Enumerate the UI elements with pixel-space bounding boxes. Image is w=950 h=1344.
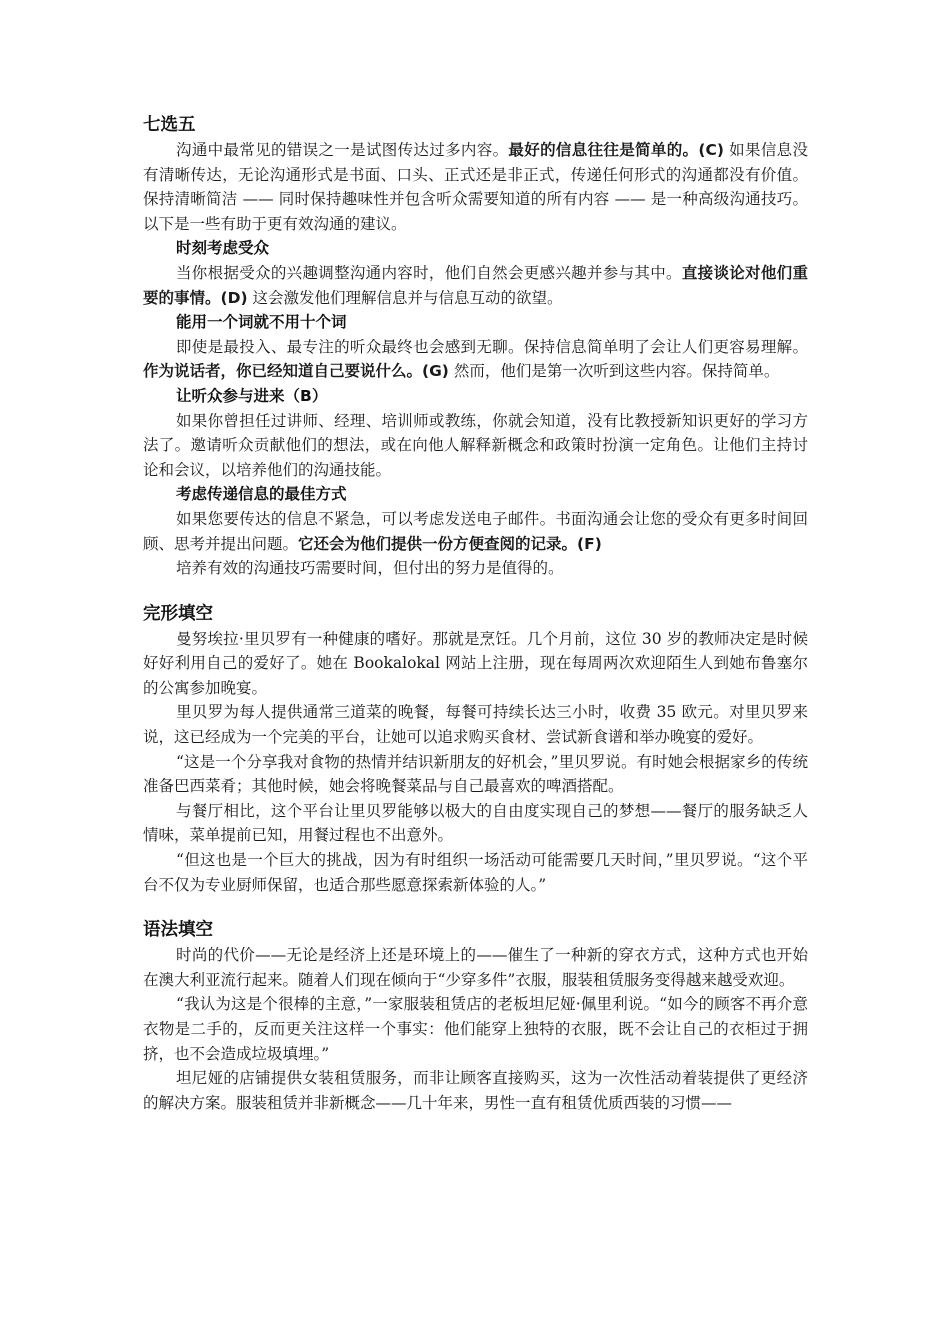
section-title-cloze: 完形填空 <box>143 603 213 624</box>
paragraph: 坦尼娅的店铺提供女装租赁服务，而非让顾客直接购买，这为一次性活动着装提供了更经济的解决方案。服装租赁并非新概念——几十年来，男性一直有租赁优质西装的习惯—— <box>143 1069 808 1112</box>
section-title-seven-choose-five: 七选五 <box>143 115 196 135</box>
subheading: 考虑传递信息的最佳方式 <box>176 485 347 504</box>
paragraph: 即使是最投入、最专注的听众最终也会感到无聊。保持信息简单明了会让人们更容易理解。作为说话者，你已经知道自己要说什么。(G) 然而，他们是第一次听到这些内容。保持简单。 <box>143 337 808 381</box>
paragraph: 沟通中最常见的错误之一是试图传达过多内容。最好的信息往往是简单的。(C) 如果信息没有清晰传达，无论沟通形式是书面、口头、正式还是非正式，传递任何形式的沟通都没有价值。保持清晰简洁 —— 同时保持趣味性并包含听众需要知道的所有内容 —— 是一种高级沟通技巧。以下是一些有助于更有效沟通的建议。 <box>143 141 808 233</box>
document-page <box>143 112 808 1115</box>
subheading: 时刻考虑受众 <box>176 239 270 258</box>
paragraph: 与餐厅相比，这个平台让里贝罗能够以极大的自由度实现自己的梦想——餐厅的服务缺乏人情味，菜单提前已知，用餐过程也不出意外。 <box>143 801 808 845</box>
answer-sentence: 直接谈论对他们重要的事情。(D) <box>143 263 808 307</box>
section-title-grammar-fill: 语法填空 <box>143 920 213 941</box>
subheading: 能用一个词就不用十个词 <box>176 313 347 332</box>
paragraph: 当你根据受众的兴趣调整沟通内容时，他们自然会更感兴趣并参与其中。直接谈论对他们重要的事情。(D) 这会激发他们理解信息并与信息互动的欲望。 <box>143 263 808 307</box>
paragraph: 如果你曾担任过讲师、经理、培训师或教练，你就会知道，没有比教授新知识更好的学习方法了。邀请听众贡献他们的想法，或在向他人解释新概念和政策时扮演一定角色。让他们主持讨论和会议，以培养他们的沟通技能。 <box>143 411 808 479</box>
paragraph: 曼努埃拉·里贝罗有一种健康的嗜好。那就是烹饪。几个月前，这位 30 岁的教师决定是时候好好利用自己的爱好了。她在 Bookalokal 网站上注册，现在每周两次欢迎陌生人到她布鲁塞尔的公寓参加晚宴。 <box>143 629 808 697</box>
paragraph: “但这也是一个巨大的挑战，因为有时组织一场活动可能需要几天时间，”里贝罗说。“这个平台不仅为专业厨师保留，也适合那些愿意探索新体验的人。” <box>143 851 808 894</box>
answer-sentence: 最好的信息往往是简单的。(C) <box>508 141 724 159</box>
subheading: 让听众参与进来（B） <box>176 386 328 405</box>
paragraph: “这是一个分享我对食物的热情并结识新朋友的好机会，”里贝罗说。有时她会根据家乡的传统准备巴西菜肴；其他时候，她会将晚餐菜品与自己最喜欢的啤酒搭配。 <box>143 752 808 796</box>
answer-sentence: 它还会为他们提供一份方便查阅的记录。(F) <box>298 534 602 553</box>
paragraph: 时尚的代价——无论是经济上还是环境上的——催生了一种新的穿衣方式，这种方式也开始在澳大利亚流行起来。随着人们现在倾向于“少穿多件”衣服，服装租赁服务变得越来越受欢迎。 <box>143 946 808 989</box>
answer-sentence: 作为说话者，你已经知道自己要说什么。(G) <box>143 362 449 381</box>
paragraph: “我认为这是个很棒的主意，”一家服装租赁店的老板坦尼娅·佩里利说。“如今的顾客不再介意衣物是二手的，反而更关注这样一个事实：他们能穿上独特的衣服，既不会让自己的衣柜过于拥挤，也不会造成垃圾填埋。” <box>143 995 808 1063</box>
paragraph: 里贝罗为每人提供通常三道菜的晚餐，每餐可持续长达三小时，收费 35 欧元。对里贝罗来说，这已经成为一个完美的平台，让她可以追求购买食材、尝试新食谱和举办晚宴的爱好。 <box>143 703 808 747</box>
paragraph: 培养有效的沟通技巧需要时间，但付出的努力是值得的。 <box>176 559 564 578</box>
paragraph: 如果您要传达的信息不紧急，可以考虑发送电子邮件。书面沟通会让您的受众有更多时间回顾、思考并提出问题。它还会为他们提供一份方便查阅的记录。(F) <box>143 509 808 553</box>
